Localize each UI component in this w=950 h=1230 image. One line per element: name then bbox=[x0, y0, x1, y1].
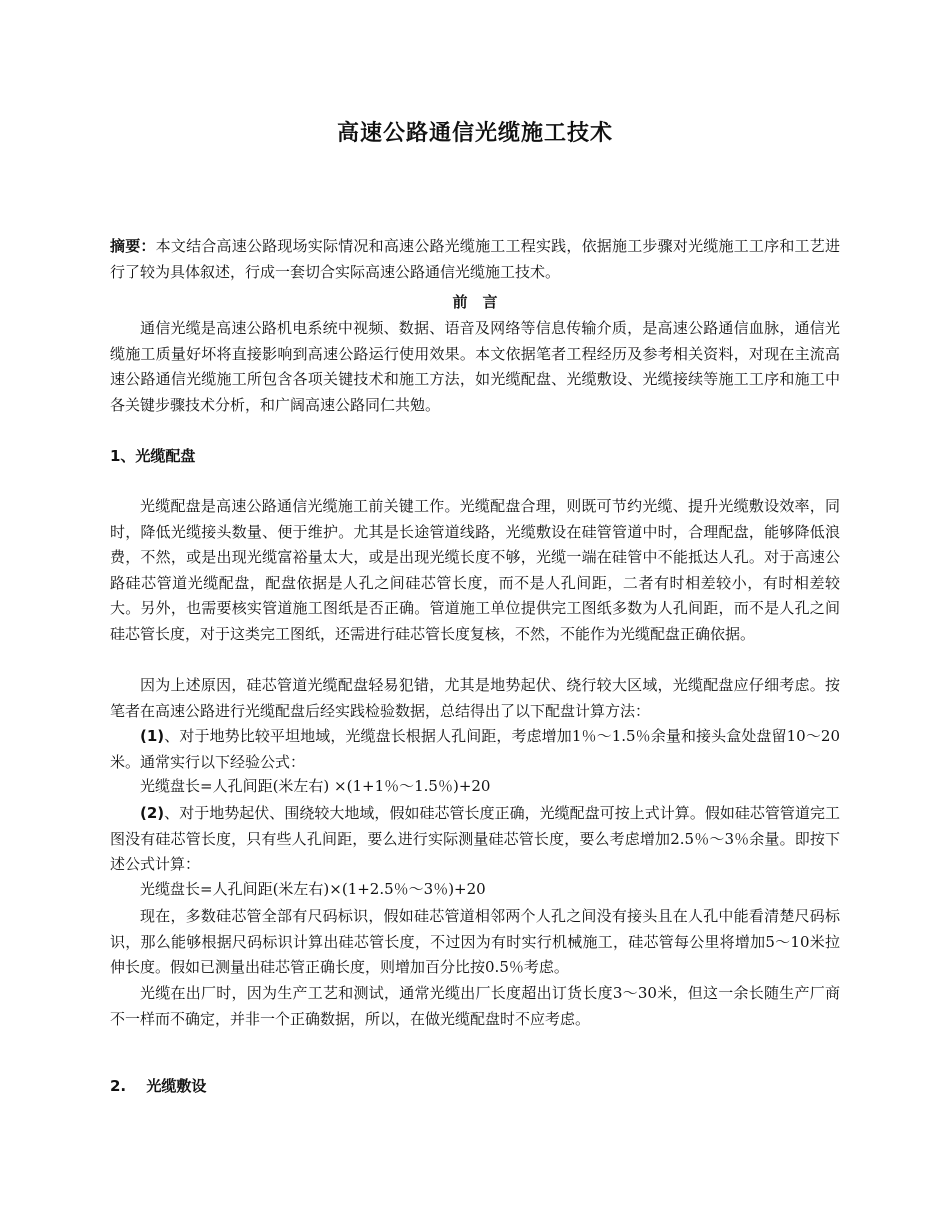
paragraph-1: 光缆配盘是高速公路通信光缆施工前关键工作。光缆配盘合理，则既可节约光缆、提升光缆敷设效率，同时，降低光缆接头数量、便于维护。尤其是长途管道线路，光缆敷设在硅管管道中时，合理配盘，能够降低浪费，不然，或是出现光缆富裕量太大，或是出现光缆长度不够，光缆一端在硅管中不能抵达人孔。对于高速公路硅芯管道光缆配盘，配盘依据是人孔之间硅芯管长度，而不是人孔间距，二者有时相差较小，有时相差较大。另外，也需要核实管道施工图纸是否正确。管道施工单位提供完工图纸多数为人孔间距，而不是人孔之间硅芯管长度，对于这类完工图纸，还需进行硅芯管长度复核，不然，不能作为光缆配盘正确依据。 bbox=[110, 497, 840, 643]
paragraph-2: 因为上述原因，硅芯管道光缆配盘轻易犯错，尤其是地势起伏、绕行较大区域，光缆配盘应仔细考虑。按笔者在高速公路进行光缆配盘后经实践检验数据，总结得出了以下配盘计算方法： bbox=[110, 676, 840, 720]
item-2-text: 、对于地势起伏、围绕较大地域，假如硅芯管长度正确，光缆配盘可按上式计算。假如硅芯管管道完工图没有硅芯管长度，只有些人孔间距，要么进行实际测量硅芯管长度，要么考虑增加2.5％～3％余量。即按下述公式计算： bbox=[110, 804, 840, 873]
item-1-paragraph bbox=[110, 724, 840, 775]
paragraph-3: 现在，多数硅芯管全部有尺码标识，假如硅芯管道相邻两个人孔之间没有接头且在人孔中能看清楚尺码标识，那么能够根据尺码标识计算出硅芯管长度，不过因为有时实行机械施工，硅芯管每公里将增加5～10米拉伸长度。假如已测量出硅芯管正确长度，则增加百分比按0.5％考虑。 bbox=[110, 907, 840, 976]
abstract-text: 本文结合高速公路现场实际情况和高速公路光缆施工工程实践，依据施工步骤对光缆施工工序和工艺进行了较为具体叙述，行成一套切合实际高速公路通信光缆施工技术。 bbox=[110, 237, 840, 281]
item-2-paragraph bbox=[110, 801, 840, 878]
preface-heading: 前 言 bbox=[452, 293, 498, 311]
section-1-heading: 1、光缆配盘 bbox=[110, 447, 196, 465]
paragraph-4: 光缆在出厂时，因为生产工艺和测试，通常光缆出厂长度超出订货长度3～30米，但这一余长随生产厂商不一样而不确定，并非一个正确数据，所以，在做光缆配盘时不应考虑。 bbox=[110, 984, 840, 1028]
formula-1: 光缆盘长=人孔间距(米左右) ×(1+1％～1.5％)+20 bbox=[140, 777, 491, 795]
formula-2: 光缆盘长=人孔间距(米左右)×(1+2.5％～3％)+20 bbox=[140, 880, 486, 898]
preface-paragraph: 通信光缆是高速公路机电系统中视频、数据、语音及网络等信息传输介质，是高速公路通信血脉，通信光缆施工质量好坏将直接影响到高速公路运行使用效果。本文依据笔者工程经历及参考相关资料，对现在主流高速公路通信光缆施工所包含各项关键技术和施工方法，如光缆配盘、光缆敷设、光缆接续等施工工序和施工中各关键步骤技术分析，和广阔高速公路同仁共勉。 bbox=[110, 319, 840, 414]
item-2-label: (2) bbox=[140, 804, 165, 822]
item-1-label: (1) bbox=[140, 727, 165, 745]
abstract-paragraph bbox=[110, 234, 840, 285]
document-title: 高速公路通信光缆施工技术 bbox=[336, 121, 613, 146]
item-1-text: 、对于地势比较平坦地域，光缆盘长根据人孔间距，考虑增加1％～1.5％余量和接头盒处盘留10～20米。通常实行以下经验公式： bbox=[110, 727, 840, 771]
section-2-heading: 2. 光缆敷设 bbox=[110, 1077, 207, 1095]
abstract-label: 摘要： bbox=[110, 237, 156, 255]
